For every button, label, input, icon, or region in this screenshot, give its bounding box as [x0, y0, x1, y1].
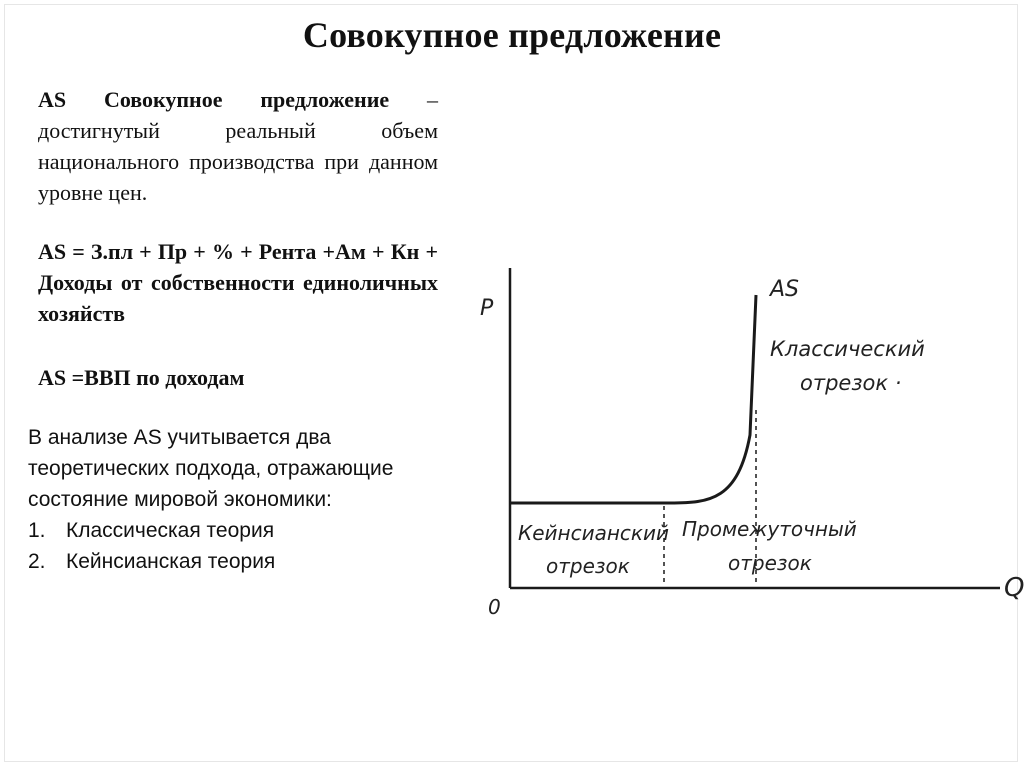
definition-paragraph [38, 84, 438, 208]
approaches-list [28, 515, 428, 577]
keynesian-label-line2: отрезок [546, 554, 630, 578]
formula-paragraph: AS = З.пл + Пр + % + Рента +Ам + Кн + Доходы от собственности единоличных хозяйств [38, 239, 438, 326]
equation-paragraph: AS =ВВП по доходам [38, 365, 245, 390]
definition-text: – достигнутый реальный объем национального производства при данном уровне цен. [38, 87, 439, 205]
list-item-number: 2. [28, 550, 46, 573]
definition-term: AS Совокупное предложение [38, 87, 390, 112]
intermediate-label-line2: отрезок [728, 551, 812, 575]
list-item [28, 546, 428, 577]
intermediate-label-line1: Промежуточный [682, 517, 857, 541]
approaches-block [28, 422, 428, 577]
list-item [28, 515, 428, 546]
list-item-text: Классическая теория [66, 519, 275, 542]
list-item-text: Кейнсианская теория [66, 550, 276, 573]
keynesian-label-line1: Кейнсианский [518, 521, 669, 545]
approaches-intro: В анализе AS учитывается два теоретических подхода, отражающие состояние мировой экономики: [28, 426, 394, 511]
x-axis-label: Q [1004, 573, 1024, 603]
y-axis-label: P [480, 296, 494, 321]
list-item-number: 1. [28, 519, 46, 542]
origin-label: 0 [488, 595, 501, 619]
classical-label-line2: отрезок · [800, 371, 902, 395]
as-diagram [470, 260, 1024, 630]
curve-label: AS [770, 277, 800, 302]
classical-label-line1: Классический [770, 337, 925, 361]
slide-title: Совокупное предложение [302, 15, 722, 55]
as-curve [510, 295, 756, 503]
